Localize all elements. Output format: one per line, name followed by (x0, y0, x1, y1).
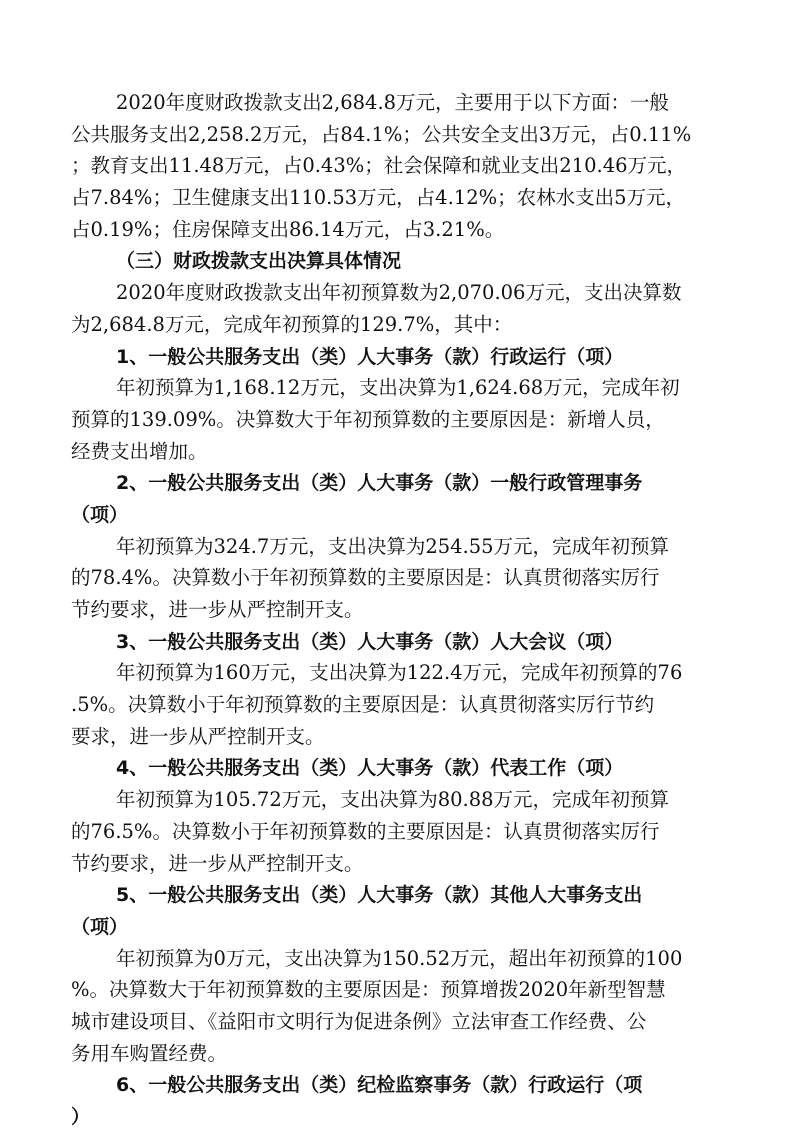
paragraph-line: 的78.4%。决算数小于年初预算数的主要原因是：认真贯彻落实厉行 (71, 566, 660, 589)
paragraph-line: 节约要求，进一步从严控制开支。 (71, 598, 364, 621)
paragraph-line: 年初预算为324.7万元，支出决算为254.55万元，完成年初预算 (116, 535, 670, 558)
paragraph-line: 2020年度财政拨款支出年初预算数为2,070.06万元，支出决算数 (116, 281, 682, 304)
paragraph-line: 年初预算为0万元，支出决算为150.52万元，超出年初预算的100 (116, 947, 683, 970)
item-heading-6-cont: ） (71, 1106, 91, 1128)
item-heading-1: 1、一般公共服务支出（类）人大事务（款）行政运行（项） (116, 346, 624, 368)
paragraph-line: 要求，进一步从严控制开支。 (71, 725, 325, 748)
item-heading-5-cont: （项） (71, 916, 129, 938)
paragraph-line: 公共服务支出2,258.2万元，占84.1%；公共安全支出3万元，占0.11% (71, 123, 692, 146)
paragraph-line: 预算的139.09%。决算数大于年初预算数的主要原因是：新增人员， (71, 408, 665, 431)
item-heading-5: 5、一般公共服务支出（类）人大事务（款）其他人大事务支出 (116, 884, 643, 906)
item-heading-2-cont: （项） (71, 504, 129, 526)
paragraph-line: %。决算数大于年初预算数的主要原因是：预算增拨2020年新型智慧 (71, 978, 666, 1001)
paragraph-line: ；教育支出11.48万元，占0.43%；社会保障和就业支出210.46万元， (71, 154, 687, 177)
item-heading-2: 2、一般公共服务支出（类）人大事务（款）一般行政管理事务 (116, 472, 643, 494)
paragraph-line: 为2,684.8万元，完成年初预算的129.7%，其中： (71, 313, 513, 336)
paragraph-line: 的76.5%。决算数小于年初预算数的主要原因是：认真贯彻落实厉行 (71, 820, 660, 843)
item-heading-4: 4、一般公共服务支出（类）人大事务（款）代表工作（项） (116, 757, 624, 779)
paragraph-line: 年初预算为1,168.12万元，支出决算为1,624.68万元，完成年初 (116, 376, 680, 399)
paragraph-line: 2020年度财政拨款支出2,684.8万元，主要用于以下方面：一般 (116, 91, 670, 114)
paragraph-line: 经费支出增加。 (71, 440, 208, 463)
paragraph-line: 城市建设项目、《益阳市文明行为促进条例》立法审查工作经费、公 (71, 1010, 647, 1033)
paragraph-line: 年初预算为105.72万元，支出决算为80.88万元，完成年初预算 (116, 788, 670, 811)
paragraph-line: 节约要求，进一步从严控制开支。 (71, 852, 364, 875)
paragraph-line: 年初预算为160万元，支出决算为122.4万元，完成年初预算的76 (116, 661, 683, 684)
paragraph-line: 占7.84%；卫生健康支出110.53万元，占4.12%；农林水支出5万元， (71, 186, 686, 209)
item-heading-3: 3、一般公共服务支出（类）人大事务（款）人大会议（项） (116, 631, 624, 653)
paragraph-line: 务用车购置经费。 (71, 1042, 228, 1065)
section-heading: （三）财政拨款支出决算具体情况 (116, 250, 402, 272)
paragraph-line: .5%。决算数小于年初预算数的主要原因是：认真贯彻落实厉行节约 (71, 693, 655, 716)
item-heading-6: 6、一般公共服务支出（类）纪检监察事务（款）行政运行（项 (116, 1074, 643, 1096)
paragraph-line: 占0.19%；住房保障支出86.14万元，占3.21%。 (71, 218, 505, 241)
